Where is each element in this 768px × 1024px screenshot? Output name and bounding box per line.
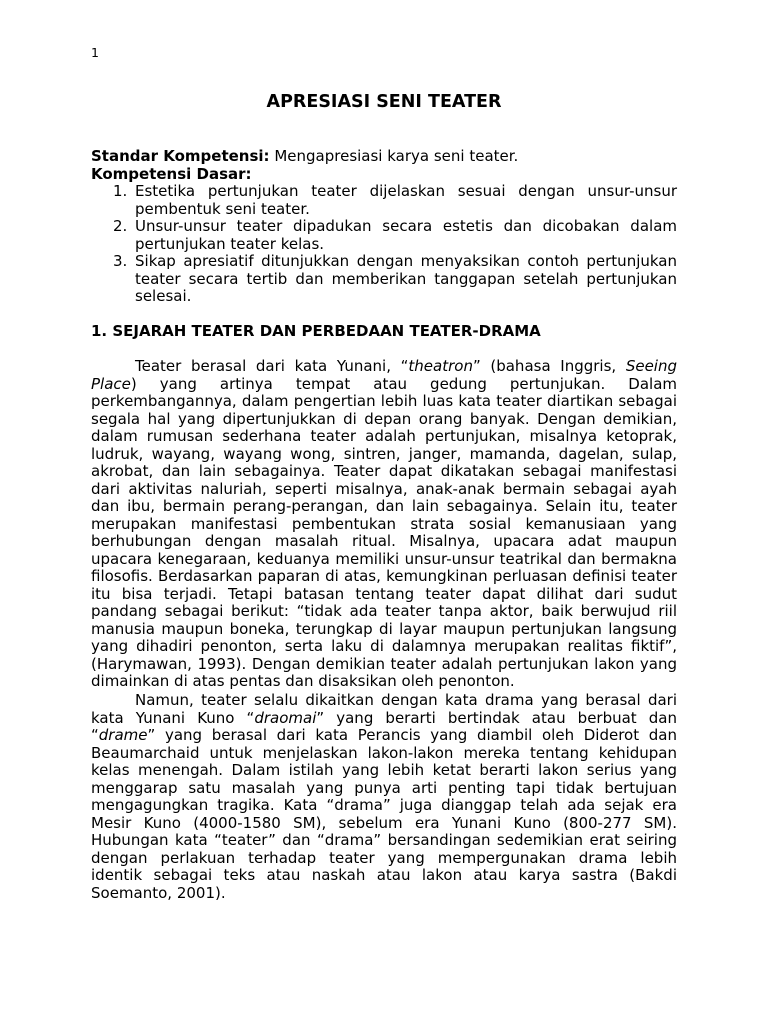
- paragraph-line: merupakan manifestasi pembentukan strata sosial kemanusiaan yang: [91, 514, 677, 533]
- paragraph-line: ludruk, wayang, wayang wong, sintren, janger, mamanda, dagelan, sulap,: [91, 444, 677, 463]
- paragraph-line: (Harymawan, 1993). Dengan demikian teater adalah pertunjukan lakon yang: [91, 654, 677, 673]
- paragraph-2: [91, 692, 677, 902]
- list-item-text: [135, 183, 677, 218]
- list-item-line: Estetika pertunjukan teater dijelaskan sesuai dengan unsur-unsur: [135, 182, 677, 200]
- section-heading: 1. SEJARAH TEATER DAN PERBEDAAN TEATER-DRAMA: [91, 322, 541, 340]
- text-run: Teater berasal dari kata Yunani, “: [135, 357, 409, 375]
- list-item: [91, 253, 677, 306]
- list-item-text: [135, 218, 677, 253]
- paragraph-line: dalam rumusan sederhana teater adalah pertunjukan, misalnya ketoprak,: [91, 427, 677, 445]
- text-run: “: [91, 726, 99, 744]
- paragraph-1: [91, 358, 677, 691]
- paragraph-line: segala hal yang dipertunjukkan di depan orang banyak. Dengan demikian,: [91, 409, 677, 428]
- standar-kompetensi-label: Standar Kompetensi:: [91, 147, 270, 165]
- paragraph-line: Beaumarchaid untuk menjelaskan lakon-lakon mereka tentang kehidupan: [91, 743, 677, 762]
- standar-kompetensi: [91, 148, 677, 166]
- italic-term: Place: [91, 374, 131, 393]
- paragraph-line: [91, 376, 677, 394]
- list-item-line: teater secara tertib dan memberikan tanggapan setelah pertunjukan: [135, 269, 677, 288]
- text-run: ” yang berarti bertindak atau berbuat dan: [316, 708, 677, 727]
- list-number: 1.: [113, 182, 128, 200]
- italic-term: draomai: [254, 708, 317, 727]
- standar-kompetensi-text: Mengapresiasi karya seni teater.: [274, 147, 519, 165]
- paragraph-line: itu bisa terjadi. Tetapi batasan tentang teater dapat dilihat dari sudut: [91, 584, 677, 603]
- paragraph-line: mengagungkan tragika. Kata “drama” juga dianggap telah ada sejak era: [91, 796, 677, 814]
- list-item: [91, 218, 677, 253]
- paragraph-line: akrobat, dan lain sebagainya. Teater dapat dikatakan sebagai manifestasi: [91, 462, 677, 480]
- paragraph-line: Namun, teater selalu dikaitkan dengan kata drama yang berasal dari: [135, 691, 677, 709]
- kompetensi-dasar-list: [91, 183, 677, 306]
- list-item-line: pertunjukan teater kelas.: [135, 234, 325, 253]
- text-run: ” (bahasa Inggris,: [472, 357, 626, 375]
- list-item-line: Unsur-unsur teater dipadukan secara estetis dan dicobakan dalam: [135, 217, 677, 235]
- text-run: ) yang artinya tempat atau gedung pertunjukan. Dalam: [130, 374, 677, 393]
- italic-term: Seeing: [625, 357, 677, 375]
- list-item-line: Sikap apresiatif ditunjukkan dengan menyaksikan contoh pertunjukan: [135, 252, 677, 270]
- paragraph-line: berhubungan dengan masalah ritual. Misalnya, upacara adat maupun: [91, 532, 677, 550]
- list-number: 3.: [113, 252, 128, 270]
- paragraph-line: [91, 727, 677, 745]
- list-item-text: [135, 253, 677, 306]
- page-number: 1: [91, 45, 99, 60]
- list-item: [91, 183, 677, 218]
- paragraph-line: manusia maupun boneka, terungkap di layar maupun pertunjukan langsung: [91, 619, 677, 638]
- paragraph-line: dengan perlakuan terhadap teater yang mempergunakan drama lebih: [91, 848, 677, 867]
- competency-section: [91, 148, 677, 306]
- paragraph-line: dimainkan di atas pentas dan disaksikan oleh penonton.: [91, 672, 515, 690]
- paragraph-line: menggarap satu masalah yang punya arti penting tapi tidak bertujuan: [91, 778, 677, 797]
- document-title: APRESIASI SENI TEATER: [266, 92, 502, 112]
- paragraph-line: upacara kenegaraan, keduanya memiliki unsur-unsur teatrikal dan bermakna: [91, 549, 677, 568]
- list-item-line: pembentuk seni teater.: [135, 199, 310, 218]
- paragraph-line: Soemanto, 2001).: [91, 883, 226, 902]
- paragraph-line: Mesir Kuno (4000-1580 SM), sebelum era Yunani Kuno (800-277 SM).: [91, 813, 677, 832]
- paragraph-line: dan ibu, bermain perang-perangan, dan lain sebagainya. Selain itu, teater: [91, 497, 677, 515]
- paragraph-line: perkembangannya, dalam pengertian lebih luas kata teater diartikan sebagai: [91, 392, 677, 410]
- paragraph-line: Hubungan kata “teater” dan “drama” bersandingan sedemikian erat seiring: [91, 831, 677, 849]
- text-run: ” yang berasal dari kata Perancis yang diambil oleh Diderot dan: [147, 726, 677, 744]
- kompetensi-dasar-label: Kompetensi Dasar:: [91, 164, 252, 183]
- list-number: 2.: [113, 217, 128, 235]
- paragraph-line: yang dihadiri penonton, serta laku di dalamnya merupakan realitas fiktif”,: [91, 637, 677, 655]
- paragraph-line: dari aktivitas naluriah, seperti misalnya, anak-anak bermain sebagai ayah: [91, 479, 677, 498]
- text-run: kata Yunani Kuno “: [91, 708, 255, 727]
- italic-term: drame: [98, 726, 148, 744]
- paragraph-line: [91, 358, 677, 376]
- italic-term: theatron: [408, 357, 473, 375]
- paragraph-line: identik sebagai teks atau naskah atau lakon atau karya sastra (Bakdi: [91, 866, 677, 884]
- paragraph-line: pandang sebagai berikut: “tidak ada teater tanpa aktor, baik berwujud riil: [91, 602, 677, 620]
- paragraph-line: kelas menengah. Dalam istilah yang lebih ketat berarti lakon serius yang: [91, 761, 677, 779]
- paragraph-line: filosofis. Berdasarkan paparan di atas, kemungkinan perluasan definisi teater: [91, 567, 677, 585]
- list-item-line: selesai.: [135, 287, 192, 305]
- paragraph-line: [91, 710, 677, 728]
